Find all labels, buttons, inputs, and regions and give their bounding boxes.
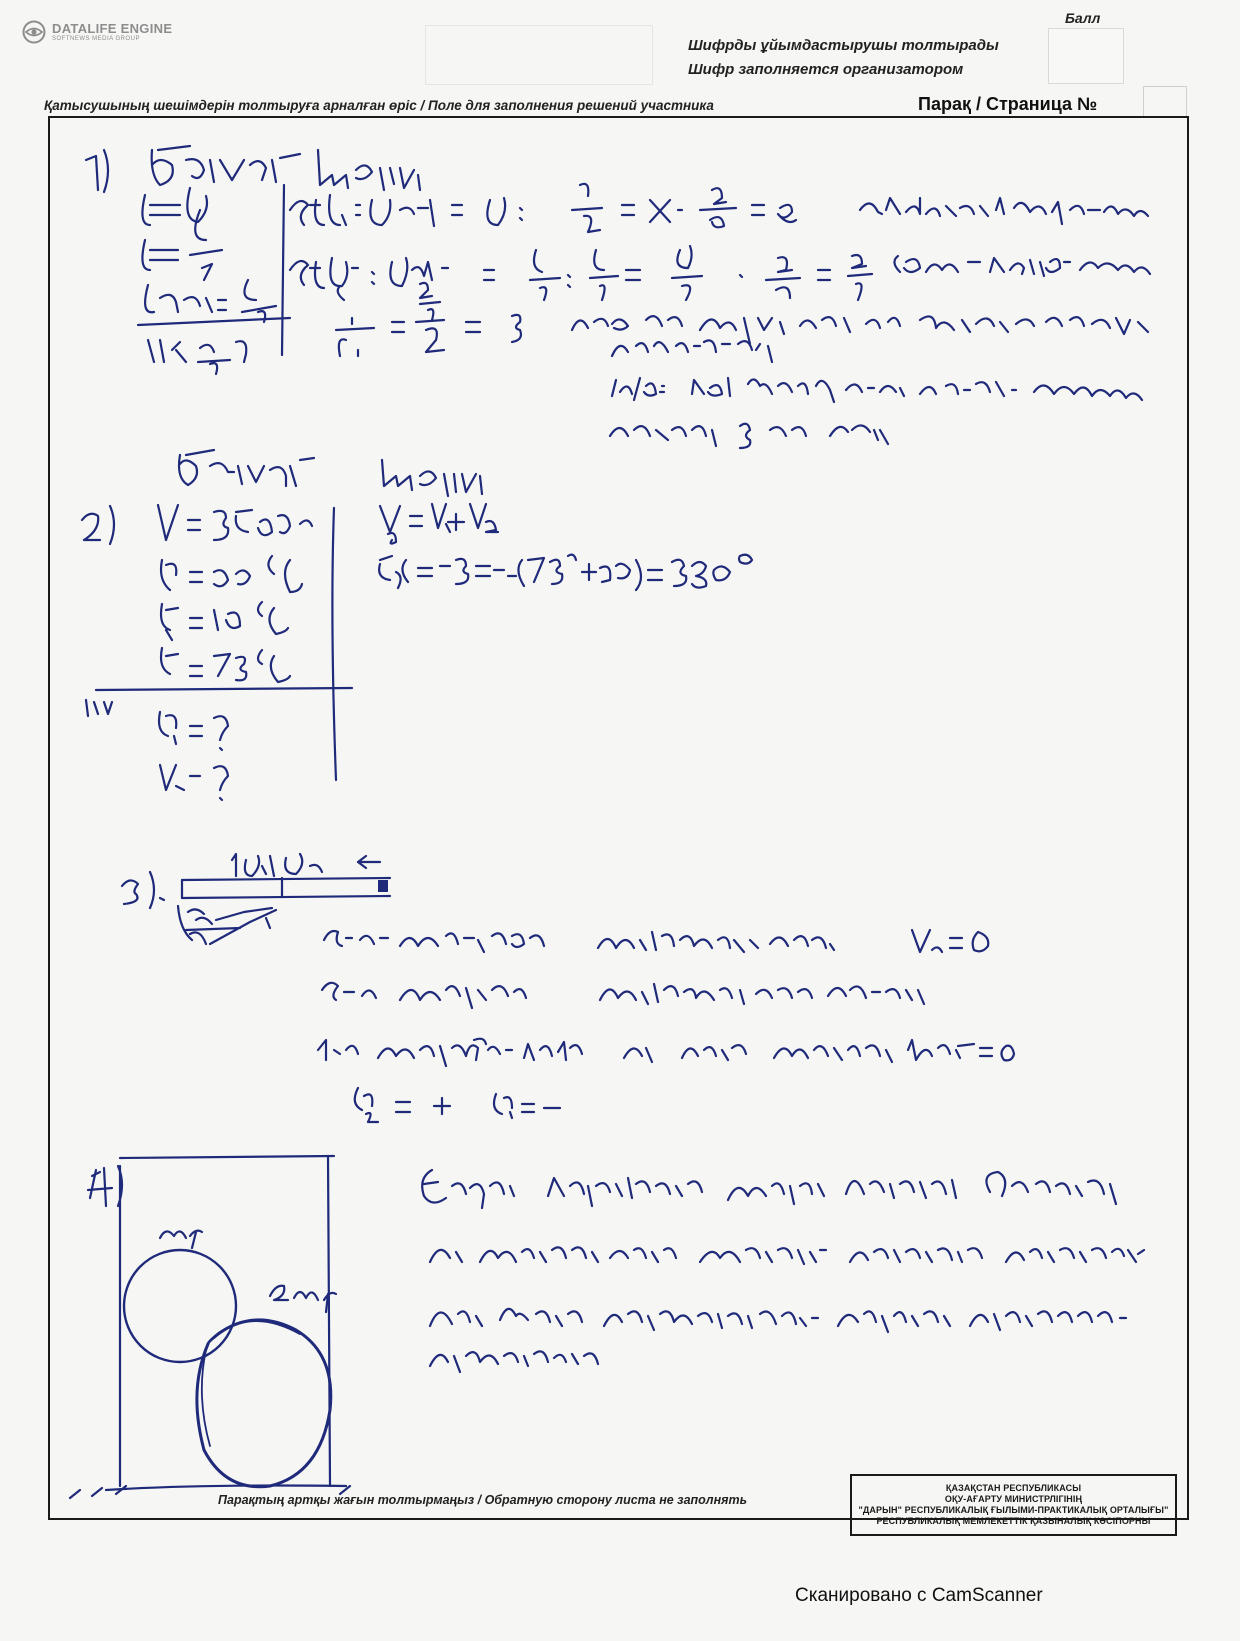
stamp-line-3: "ДАРЫН" РЕСПУБЛИКАЛЫҚ ҒЫЛЫМИ-ПРАКТИКАЛЫҚ ОРТАЛЫҒЫ" xyxy=(858,1505,1169,1515)
scanner-note: Сканировано с CamScanner xyxy=(795,1585,1043,1606)
watermark-subtitle: SOFTNEWS MEDIA GROUP xyxy=(52,35,141,42)
problem-3-handwriting xyxy=(122,854,1014,1122)
problem-4-handwriting xyxy=(70,1156,1144,1498)
problem-2-handwriting xyxy=(82,450,752,800)
cipher-note-ru: Шифр заполняется организатором xyxy=(688,61,964,78)
watermark-title: DATALIFE ENGINE xyxy=(52,20,173,36)
organization-stamp xyxy=(850,1474,1177,1536)
cipher-note-kz: Шифрды ұйымдастырушы толтырады xyxy=(688,37,999,54)
problem-1-handwriting xyxy=(86,146,1150,448)
page-number-label: Парақ / Страница № xyxy=(918,94,1098,114)
stamp-line-1: ҚАЗАҚСТАН РЕСПУБЛИКАСЫ xyxy=(945,1483,1082,1493)
answer-field-title: Қатысушының шешімдерін толтыруға арналған өріс / Поле для заполнения решений участника xyxy=(44,98,714,113)
score-label: Балл xyxy=(1065,10,1101,26)
back-side-note: Парақтың артқы жағын толтырмаңыз / Обратную сторону листа не заполнять xyxy=(218,1493,748,1507)
stamp-line-2: ОҚУ-АҒАРТУ МИНИСТРЛІГІНІҢ xyxy=(944,1494,1083,1504)
stamp-line-4: РЕСПУБЛИКАЛЫҚ МЕМЛЕКЕТТІК ҚАЗЫНАЛЫҚ КӘСІПОРНЫ xyxy=(876,1516,1151,1526)
